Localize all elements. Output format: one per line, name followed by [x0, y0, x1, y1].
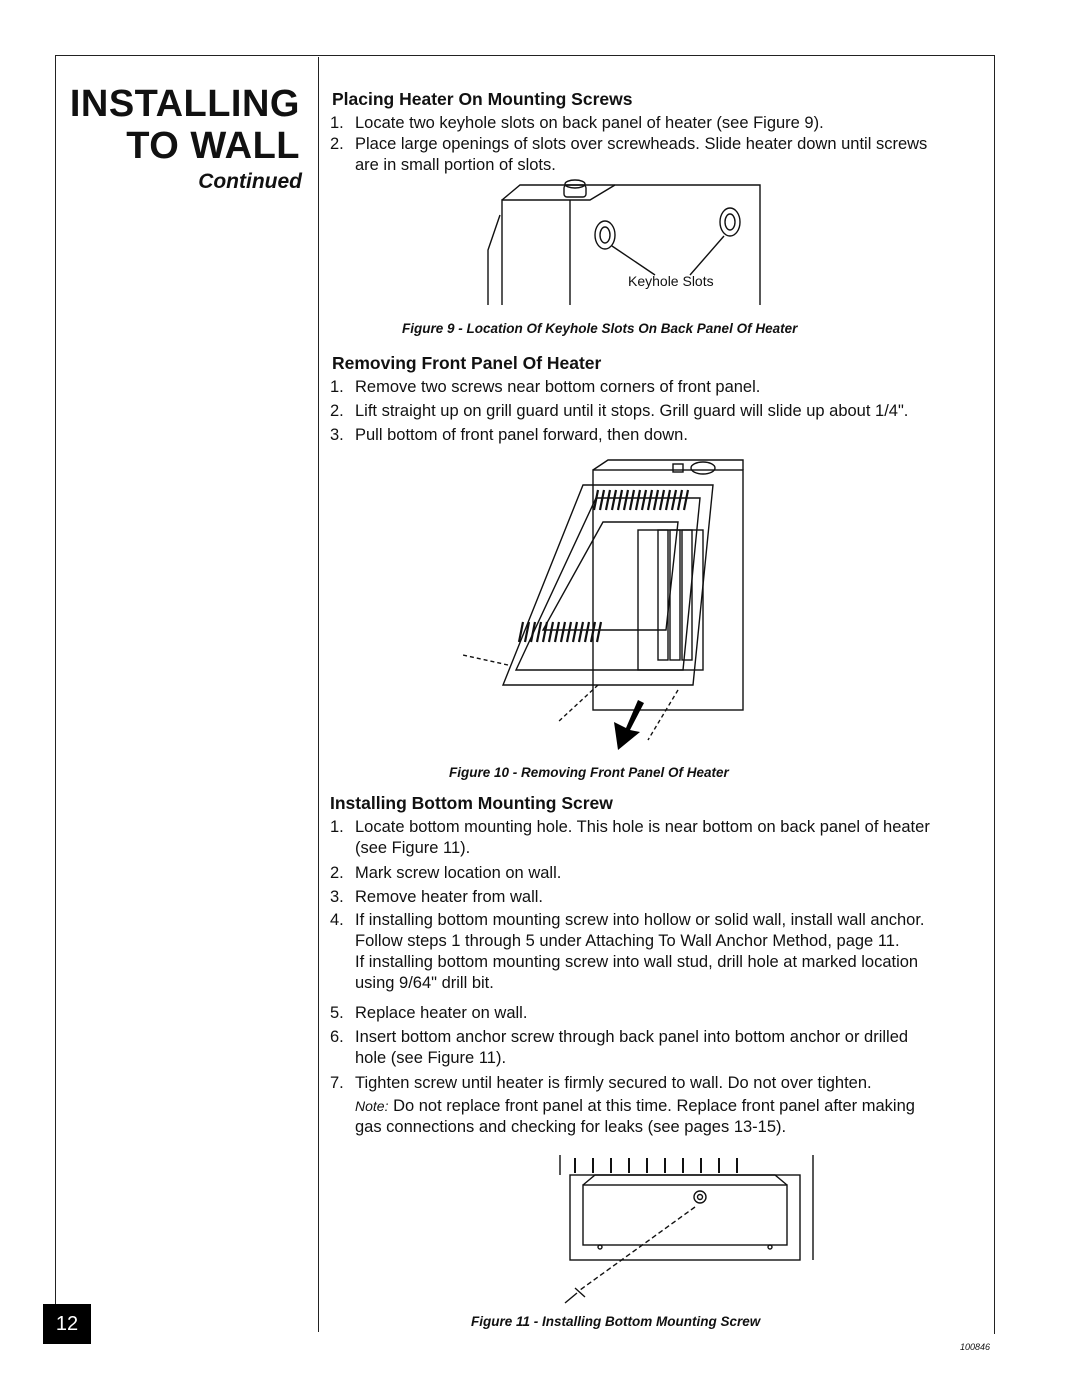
- column-divider: [318, 57, 319, 1332]
- heading-placing-heater: Placing Heater On Mounting Screws: [332, 89, 633, 109]
- section-subtitle: Continued: [198, 170, 302, 193]
- figure-9-label: Keyhole Slots: [628, 273, 714, 289]
- section-title: INSTALLING TO WALL: [69, 83, 300, 167]
- figure-9-keyhole-slots: [480, 180, 770, 310]
- figure-9-caption: Figure 9 - Location Of Keyhole Slots On Back Panel Of Heater: [402, 321, 798, 336]
- page-number: 12: [43, 1304, 91, 1344]
- list-item: 1. Locate bottom mounting hole. This hole is near bottom on back panel of heater (see Figure 11).: [330, 818, 930, 857]
- list-item: 2. Lift straight up on grill guard until it stops. Grill guard will slide up about 1/4".: [330, 402, 909, 420]
- heading-installing-bottom-screw: Installing Bottom Mounting Screw: [330, 793, 613, 813]
- list-item: 3. Pull bottom of front panel forward, then down.: [330, 426, 688, 444]
- list-item: 3. Remove heater from wall.: [330, 888, 543, 906]
- document-code: 100846: [960, 1342, 991, 1352]
- list-item: 2. Place large openings of slots over screwheads. Slide heater down until screws are in small portion of slots.: [330, 135, 928, 174]
- heading-removing-front-panel: Removing Front Panel Of Heater: [332, 353, 602, 373]
- list-item: 7. Tighten screw until heater is firmly secured to wall. Do not over tighten.: [330, 1074, 872, 1092]
- list-item: 2. Mark screw location on wall.: [330, 864, 562, 882]
- figure-10-front-panel-removal: [448, 460, 748, 755]
- list-item: 5. Replace heater on wall.: [330, 1004, 528, 1022]
- list-item: 1. Locate two keyhole slots on back panel of heater (see Figure 9).: [330, 114, 824, 132]
- figure-10-caption: Figure 10 - Removing Front Panel Of Heater: [449, 765, 729, 780]
- figure-11-bottom-screw: [555, 1155, 825, 1310]
- figure-11-caption: Figure 11 - Installing Bottom Mounting Screw: [471, 1314, 761, 1329]
- list-item: 6. Insert bottom anchor screw through back panel into bottom anchor or drilled hole (see Figure 11).: [330, 1028, 909, 1067]
- list-item: 4. If installing bottom mounting screw into hollow or solid wall, install wall anchor. Follow steps 1 through 5 under Attaching To Wall Anchor Method, page 11. If installing bottom mounting screw into wall stud, drill hole at marked location using 9/64" drill bit.: [330, 911, 925, 992]
- list-item: 1. Remove two screws near bottom corners of front panel.: [330, 378, 761, 396]
- note: Note: Do not replace front panel at this time. Replace front panel after making gas connections and checking for leaks (see pages 13-15).: [355, 1097, 915, 1136]
